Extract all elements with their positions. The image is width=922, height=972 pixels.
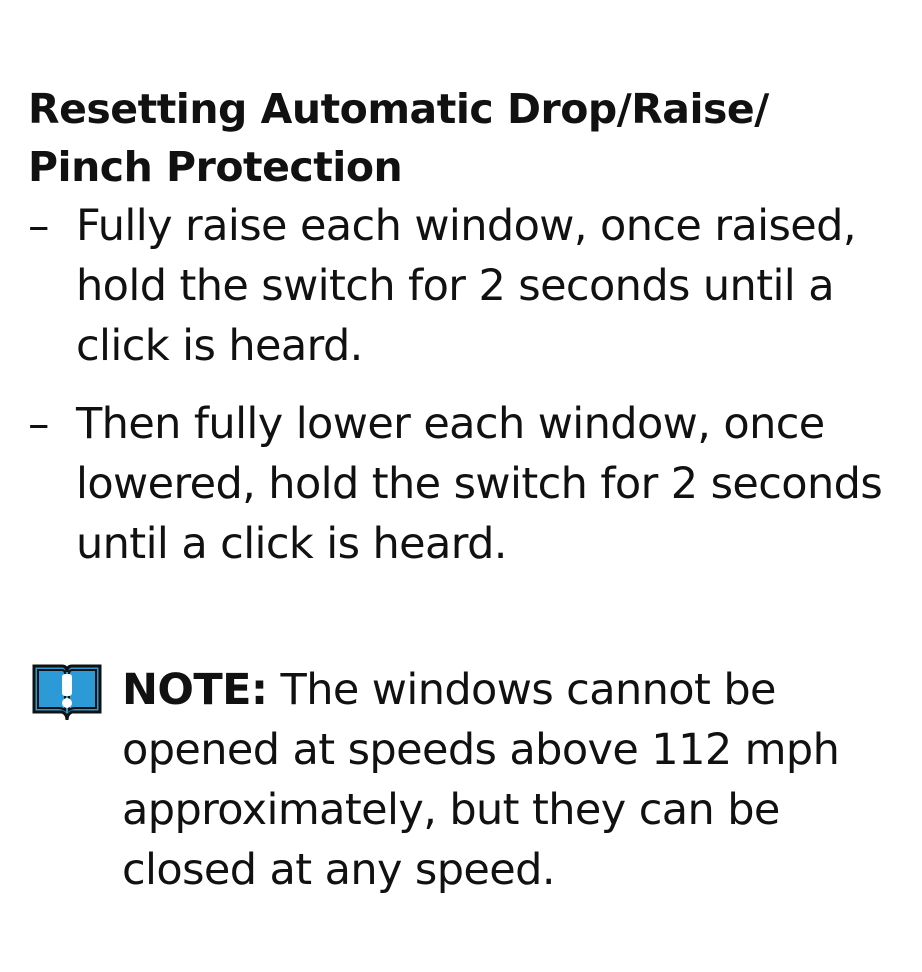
list-item xyxy=(28,394,908,574)
list-marker: – xyxy=(28,399,49,449)
note-body: The windows cannot be opened at speeds above 112 mph approximately, but they can be closed at any speed. xyxy=(122,665,840,895)
step-text: Then fully lower each window, once lowered, hold the switch for 2 seconds until a click is heard. xyxy=(76,399,883,569)
steps-list xyxy=(28,196,908,592)
list-item xyxy=(28,196,908,376)
info-book-icon xyxy=(32,660,102,720)
section-heading: Resetting Automatic Drop/Raise/ Pinch Protection xyxy=(28,85,769,191)
step-text: Fully raise each window, once raised, hold the switch for 2 seconds until a click is heard. xyxy=(76,201,856,371)
note-text xyxy=(122,660,882,900)
note-label: NOTE: xyxy=(122,665,268,715)
list-marker: – xyxy=(28,201,49,251)
